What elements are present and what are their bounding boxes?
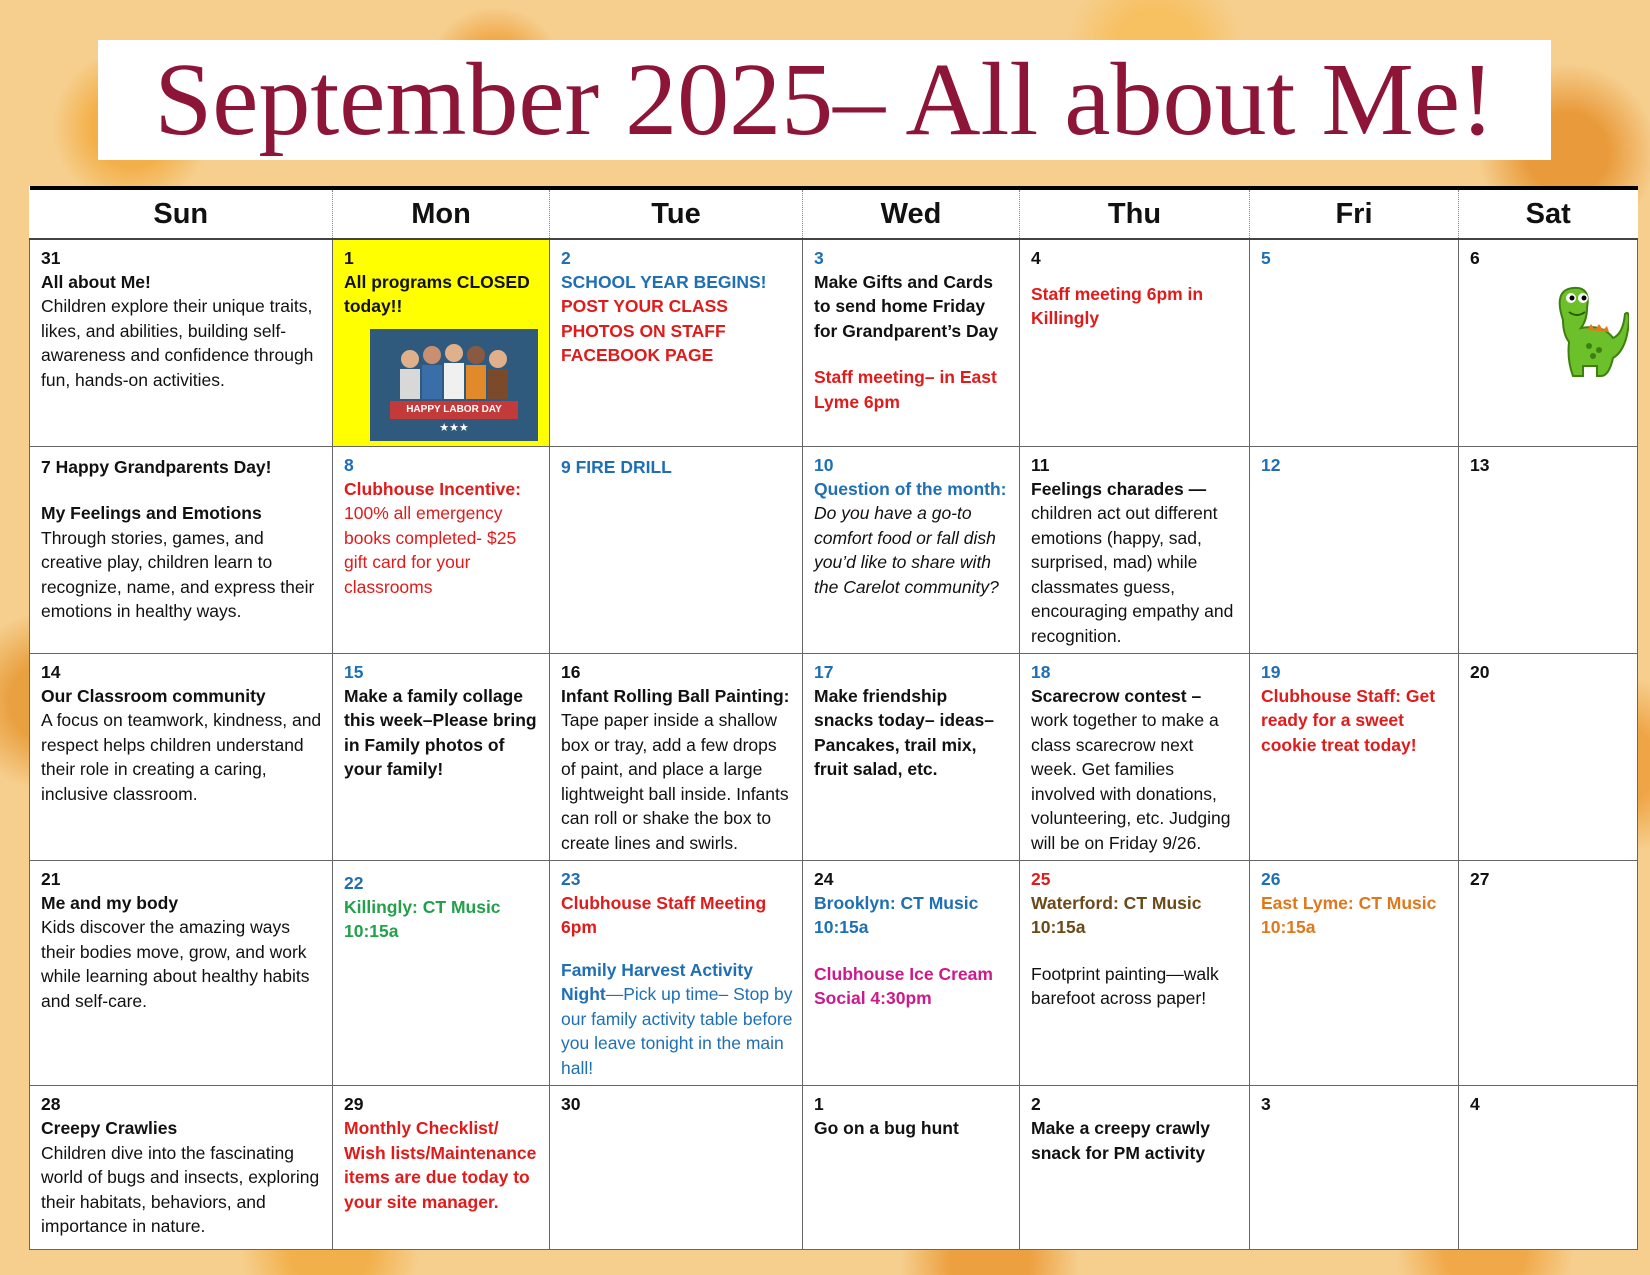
- day-cell: [1250, 446, 1459, 653]
- staff-meeting: Staff meeting– in East Lyme 6pm: [814, 367, 997, 412]
- day-number: 12: [1261, 454, 1281, 475]
- checklist-reminder: Monthly Checklist/ Wish lists/Maintenance items are due today to your site manager.: [344, 1118, 537, 1212]
- day-number: 5: [1261, 248, 1271, 268]
- staff-meeting: Clubhouse Staff Meeting 6pm: [561, 892, 767, 938]
- day-cell: [30, 1086, 333, 1250]
- day-cell: [1459, 446, 1638, 653]
- day-cell: [1250, 239, 1459, 446]
- day-cell: [550, 239, 803, 446]
- day-cell: [803, 446, 1020, 653]
- gifts-activity: Make Gifts and Cards to send home Friday for Grandparent’s Day: [814, 271, 999, 341]
- day-number: 29: [344, 1094, 364, 1115]
- day-number: 13: [1470, 454, 1490, 475]
- day-number: 21: [41, 869, 61, 890]
- snack-activity: Make friendship snacks today– ideas– Pancakes, trail mix, fruit salad, etc.: [814, 685, 994, 780]
- weekday-sat: Sat: [1459, 188, 1638, 239]
- contest-description: work together to make a class scarecrow next week. Get families involved with donations, volunteering, etc. Judging will be on Friday 9/26.: [1031, 710, 1231, 853]
- day-cell: [550, 1086, 803, 1250]
- incentive-description: 100% all emergency books completed- $25 gift card for your classrooms: [344, 503, 517, 597]
- day-cell: [1020, 239, 1250, 446]
- question-text: Do you have a go-to comfort food or fall dish you’d like to share with the Carelot community?: [814, 503, 999, 597]
- activity-description: Tape paper inside a shallow box or tray, add a few drops of paint, and place a large lightweight ball inside. Infants can roll or shake the box to create lines and swirls.: [561, 710, 789, 853]
- day-number: 2: [561, 248, 571, 268]
- day-cell: [1250, 1086, 1459, 1250]
- day-number: 9: [561, 456, 571, 477]
- question-title: Question of the month:: [814, 478, 1007, 499]
- day-number: 19: [1261, 661, 1281, 682]
- day-number: 3: [1261, 1094, 1271, 1115]
- theme-title: Me and my body: [41, 892, 179, 913]
- staff-treat: Clubhouse Staff: Get ready for a sweet cookie treat today!: [1261, 685, 1436, 755]
- day-cell: [1459, 1086, 1638, 1250]
- day-number: 6: [1470, 248, 1480, 268]
- activity-title: Feelings charades —: [1031, 478, 1207, 499]
- day-number: 24: [814, 869, 834, 890]
- collage-activity: Make a family collage this week–Please bring in Family photos of your family!: [344, 685, 537, 780]
- day-number: 26: [1261, 869, 1281, 890]
- title-banner: [98, 40, 1551, 160]
- theme-title: Creepy Crawlies: [41, 1118, 178, 1139]
- day-cell: [1250, 653, 1459, 860]
- harvest-title: Family Harvest Activity Night: [561, 959, 753, 1005]
- day-number: 3: [814, 248, 824, 268]
- dinosaur-icon: [1543, 280, 1629, 384]
- theme-description: Children dive into the fascinating world of bugs and insects, exploring their habitats, behaviors, and importance in nature.: [41, 1142, 320, 1237]
- day-number: 1: [344, 248, 354, 268]
- bug-hunt-activity: Go on a bug hunt: [814, 1118, 959, 1139]
- theme-title: All about Me!: [41, 271, 151, 292]
- contest-title: Scarecrow contest –: [1031, 685, 1202, 706]
- day-number: 10: [814, 454, 834, 475]
- weekday-wed: Wed: [803, 188, 1020, 239]
- day-number: 4: [1470, 1094, 1480, 1115]
- day-number: 11: [1031, 454, 1050, 475]
- music-event: Waterford: CT Music 10:15a: [1031, 892, 1202, 938]
- day-number: 23: [561, 869, 581, 890]
- calendar-grid: [29, 186, 1638, 1250]
- day-cell: [803, 239, 1020, 446]
- day-cell: [333, 446, 550, 653]
- theme-title: Our Classroom community: [41, 685, 266, 706]
- day-cell: [550, 861, 803, 1086]
- week-row: [30, 446, 1638, 653]
- week-row: [30, 1086, 1638, 1250]
- weekday-thu: Thu: [1020, 188, 1250, 239]
- day-number: 30: [561, 1094, 581, 1115]
- day-number: 4: [1031, 248, 1041, 268]
- staff-meeting: Staff meeting 6pm in Killingly: [1031, 283, 1204, 329]
- day-cell: [803, 1086, 1020, 1250]
- day-cell: [1020, 653, 1250, 860]
- music-event: East Lyme: CT Music 10:15a: [1261, 892, 1437, 938]
- day-cell: [1020, 861, 1250, 1086]
- day-cell: [30, 653, 333, 860]
- day-cell: [30, 239, 333, 446]
- week-row: [30, 239, 1638, 446]
- harvest-description: —Pick up time– Stop by our family activity table before you leave tonight in the main hall!: [561, 984, 793, 1078]
- week-row: [30, 861, 1638, 1086]
- day-number: 31: [41, 248, 61, 268]
- day-cell: [333, 653, 550, 860]
- day-cell: [550, 653, 803, 860]
- day-number: 1: [814, 1094, 824, 1115]
- holiday-title: Happy Grandparents Day!: [55, 456, 272, 477]
- weekday-header-row: [30, 188, 1638, 239]
- page-title: September 2025– All about Me!: [154, 42, 1495, 157]
- stars: ★★★: [439, 421, 469, 434]
- day-cell: [333, 1086, 550, 1250]
- day-number: 15: [344, 661, 364, 682]
- day-cell: [1020, 1086, 1250, 1250]
- school-year-notice: SCHOOL YEAR BEGINS!: [561, 271, 767, 292]
- closed-notice: All programs CLOSED today!!: [344, 271, 530, 317]
- photo-notice: POST YOUR CLASS PHOTOS ON STAFF FACEBOOK PAGE: [561, 296, 728, 366]
- day-cell: [30, 861, 333, 1086]
- day-number: 20: [1470, 661, 1490, 682]
- weekday-mon: Mon: [333, 188, 550, 239]
- theme-title: My Feelings and Emotions: [41, 503, 262, 524]
- day-cell: [30, 446, 333, 653]
- day-number: 18: [1031, 661, 1051, 682]
- day-cell: [550, 446, 803, 653]
- day-number: 7: [41, 456, 51, 477]
- theme-description: Kids discover the amazing ways their bodies move, grow, and work while learning about healthy habits and self-care.: [41, 917, 310, 1011]
- day-cell: [1459, 653, 1638, 860]
- day-number: 17: [814, 661, 834, 682]
- day-cell: [1459, 239, 1638, 446]
- weekday-sun: Sun: [30, 188, 333, 239]
- snack-activity: Make a creepy crawly snack for PM activity: [1031, 1118, 1211, 1163]
- day-cell: [333, 239, 550, 446]
- weekday-fri: Fri: [1250, 188, 1459, 239]
- labor-day-ribbon: HAPPY LABOR DAY: [390, 401, 518, 419]
- footprint-activity: Footprint painting—walk barefoot across paper!: [1031, 963, 1219, 1009]
- day-cell: [1250, 861, 1459, 1086]
- day-number: 27: [1470, 869, 1490, 890]
- day-number: 14: [41, 661, 61, 682]
- day-number: 8: [344, 454, 354, 475]
- day-number: 2: [1031, 1094, 1041, 1115]
- theme-description: Children explore their unique traits, likes, and abilities, building self-awareness and confidence through fun, hands-on activities.: [41, 296, 314, 390]
- day-number: 16: [561, 661, 581, 682]
- day-cell: [803, 861, 1020, 1086]
- week-row: [30, 653, 1638, 860]
- fire-drill: FIRE DRILL: [575, 456, 672, 477]
- day-cell: [1020, 446, 1250, 653]
- music-event: Brooklyn: CT Music 10:15a: [814, 892, 979, 938]
- day-number: 28: [41, 1094, 61, 1115]
- incentive-title: Clubhouse Incentive:: [344, 478, 521, 499]
- music-event: Killingly: CT Music 10:15a: [344, 896, 501, 942]
- weekday-tue: Tue: [550, 188, 803, 239]
- theme-description: Through stories, games, and creative play, children learn to recognize, name, and express their emotions in healthy ways.: [41, 527, 315, 622]
- activity-description: children act out different emotions (happy, sad, surprised, mad) while classmates guess, encouraging empathy and recognition.: [1031, 503, 1234, 646]
- labor-day-image: [370, 329, 538, 441]
- day-cell: [1459, 861, 1638, 1086]
- day-number: 22: [344, 873, 364, 894]
- theme-description: A focus on teamwork, kindness, and respect helps children understand their role in creating a caring, inclusive classroom.: [41, 710, 322, 804]
- activity-title: Infant Rolling Ball Painting:: [561, 685, 790, 706]
- ice-cream-social: Clubhouse Ice Cream Social 4:30pm: [814, 963, 993, 1009]
- day-number: 25: [1031, 869, 1051, 890]
- day-cell: [333, 861, 550, 1086]
- day-cell: [803, 653, 1020, 860]
